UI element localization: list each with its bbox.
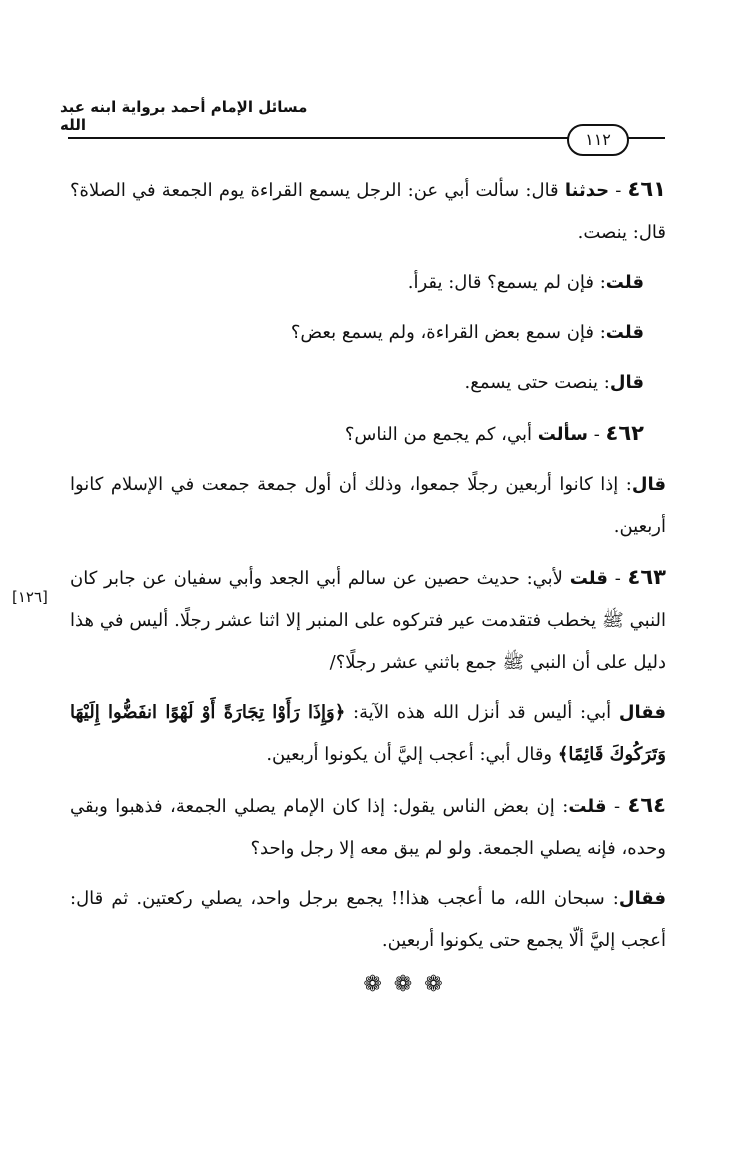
quran-verse: ﴿وَإِذَا رَأَوْا تِجَارَةً أَوْ لَهْوًا انفَضُّوا إِلَيْهَا وَتَرَكُوكَ قَائِمًا﴾ <box>70 702 666 765</box>
paragraph-text: : ينصت حتى يسمع. <box>464 372 610 393</box>
keyword: قلت <box>605 272 644 293</box>
keyword: قلت <box>569 568 608 589</box>
section-end-ornaments <box>70 970 666 1000</box>
paragraph-text: أبي، كم يجمع من الناس؟ <box>344 424 538 445</box>
paragraph-answer <box>70 692 666 776</box>
keyword: فقال <box>618 702 667 723</box>
paragraph-464 <box>70 784 666 870</box>
dash: - <box>606 796 628 817</box>
issue-number: ٤٦٢ <box>605 421 644 445</box>
issue-number: ٤٦٣ <box>627 565 666 589</box>
flower-ornament-icon: ❁ <box>393 972 413 997</box>
paragraph-answer <box>70 362 666 404</box>
keyword: سألت <box>537 424 589 445</box>
paragraph-text: قال: سألت أبي عن: الرجل يسمع القراءة يوم الجمعة في الصلاة؟ قال: ينصت. <box>70 180 666 243</box>
keyword: قلت <box>605 322 644 343</box>
paragraph-text: لأبي: حديث حصين عن سالم أبي الجعد وأبي سفيان عن جابر كان النبي ﷺ يخطب فتقدمت عير فتركوه على المنبر إلا اثنا عشر رجلًا. أليس في هذا دليل على أن النبي ﷺ جمع باثني عشر رجلًا؟/ <box>70 568 666 673</box>
dash: - <box>607 568 628 589</box>
header-rule <box>68 137 568 139</box>
body-text <box>70 168 666 1000</box>
page-number: ١١٢ <box>567 124 629 156</box>
flower-ornament-icon: ❁ <box>363 972 382 997</box>
keyword: قلت <box>568 796 607 817</box>
paragraph-text: : سبحان الله، ما أعجب هذا!! يجمع برجل واحد، يصلي ركعتين. ثم قال: أعجب إليَّ ألّا يجمع حتى يكونوا أربعين. <box>70 888 666 951</box>
paragraph-text: : إن بعض الناس يقول: إذا كان الإمام يصلي الجمعة، فذهبوا وبقي وحده، فإنه يصلي الجمعة. ولو لم يبق معه إلا رجل واحد؟ <box>70 796 666 859</box>
paragraph-text-tail: وقال أبي: أعجب إليَّ أن يكونوا أربعين. <box>266 744 558 765</box>
paragraph-question <box>70 312 666 354</box>
flower-ornament-icon: ❁ <box>424 972 443 997</box>
margin-reference: [١٢٦] <box>12 588 48 606</box>
keyword: قال <box>609 372 644 393</box>
issue-number: ٤٦٤ <box>627 793 666 817</box>
paragraph-462 <box>70 412 666 456</box>
keyword: قال <box>631 474 666 495</box>
paragraph-463 <box>70 556 666 684</box>
header-rule-right <box>625 137 665 139</box>
paragraph-answer <box>70 878 666 962</box>
paragraph-text: : إذا كانوا أربعين رجلًا جمعوا، وذلك أن أول جمعة جمعت في الإسلام كانوا أربعين. <box>70 474 666 537</box>
paragraph-461 <box>70 168 666 254</box>
paragraph-answer <box>70 464 666 548</box>
dash: - <box>588 424 606 445</box>
issue-number: ٤٦١ <box>627 177 666 201</box>
paragraph-question <box>70 262 666 304</box>
running-title: مسائل الإمام أحمد برواية ابنه عبد الله <box>60 98 308 134</box>
dash: - <box>609 180 628 201</box>
paragraph-text: : فإن سمع بعض القراءة، ولم يسمع بعض؟ <box>290 322 606 343</box>
keyword: حدثنا <box>564 180 610 201</box>
paragraph-text: أبي: أليس قد أنزل الله هذه الآية: <box>345 702 619 723</box>
keyword: فقال <box>618 888 666 909</box>
paragraph-text: : فإن لم يسمع؟ قال: يقرأ. <box>407 272 606 293</box>
